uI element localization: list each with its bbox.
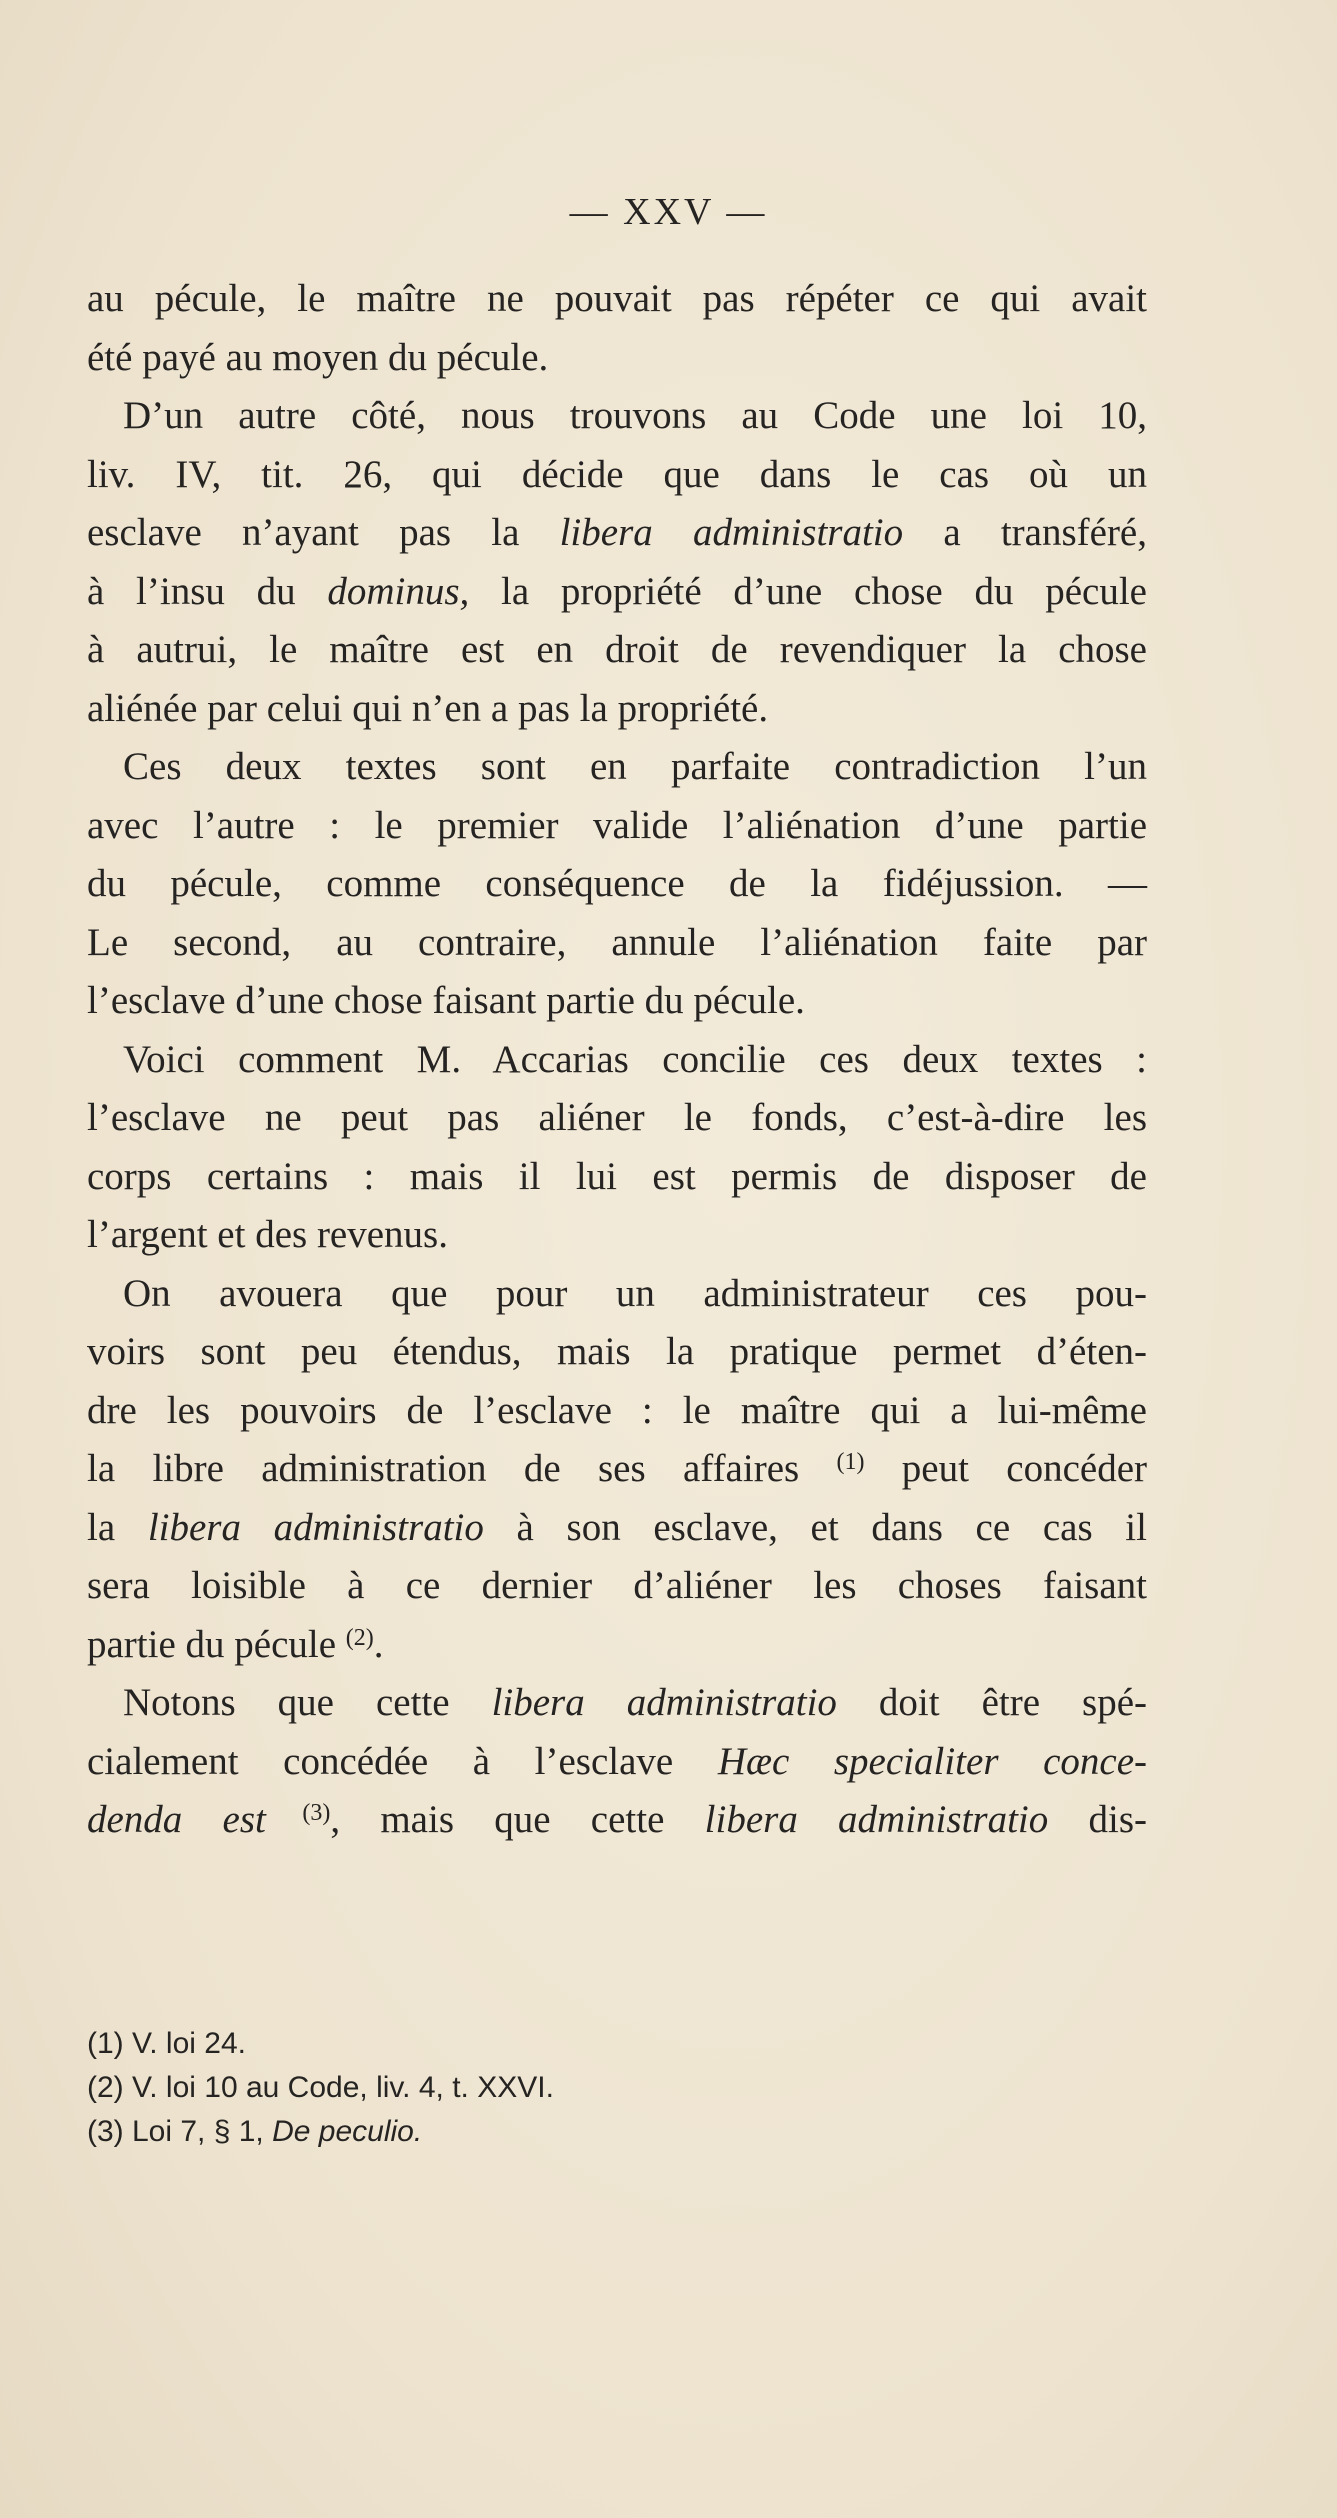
- footnote-3: [87, 2110, 987, 2154]
- footnote-text: (3) Loi 7, § 1,: [87, 2115, 273, 2148]
- text-run: partie du pécule: [87, 1622, 346, 1666]
- text-line: [87, 563, 1147, 622]
- latin-quote: Hæc specialiter conce-: [717, 1739, 1147, 1783]
- text-run: peut concéder: [864, 1447, 1147, 1490]
- text-line: l’esclave ne peut pas aliéner le fonds, c’est-à-dire les: [87, 1096, 1147, 1139]
- text-line: au pécule, le maître ne pouvait pas répéter ce qui avait: [87, 277, 1147, 320]
- text-line: [87, 1733, 1147, 1792]
- text-line: voirs sont peu étendus, mais la pratique permet d’éten-: [87, 1330, 1147, 1373]
- latin-term: libera administratio: [559, 511, 904, 554]
- text-line: Voici comment M. Accarias concilie ces deux textes :: [123, 1037, 1147, 1081]
- text-run: la propriété d’une chose du pécule: [469, 569, 1147, 613]
- text-run: à son esclave, et dans ce cas il: [483, 1505, 1147, 1549]
- page-number: — XXV —: [569, 191, 768, 233]
- main-text: [87, 270, 1147, 1850]
- text-line: Ces deux textes sont en parfaite contradiction l’un: [123, 745, 1147, 788]
- text-line: [87, 1791, 1147, 1850]
- text-line: [87, 1499, 1147, 1558]
- latin-term: libera administratio: [147, 1505, 484, 1549]
- footnote-1: (1) V. loi 24.: [87, 2027, 246, 2060]
- paragraph-3: [87, 738, 1147, 1031]
- latin-quote: denda est: [87, 1798, 266, 1841]
- text-line: [87, 504, 1147, 563]
- text-line: sera loisible à ce dernier d’aliéner les choses faisant: [87, 1564, 1147, 1607]
- text-line: corps certains : mais il lui est permis de disposer de: [87, 1154, 1147, 1198]
- text-run: .: [373, 1622, 384, 1666]
- text-run: doit être spé-: [836, 1681, 1148, 1724]
- footnote-ref: (2): [345, 1624, 374, 1651]
- footnote-ref: (3): [265, 1800, 331, 1826]
- text-run: , mais que cette: [330, 1798, 705, 1841]
- latin-term: libera administratio: [704, 1798, 1049, 1841]
- text-line: l’argent et des revenus.: [87, 1213, 448, 1256]
- paragraph-2: [87, 387, 1147, 738]
- text-line: [87, 1674, 1147, 1733]
- paragraph-1: [87, 270, 1147, 387]
- text-line: [87, 1616, 1147, 1675]
- footnote-ref: (1): [836, 1449, 865, 1475]
- paragraph-6: [87, 1674, 1147, 1850]
- text-run: dis-: [1048, 1798, 1148, 1841]
- text-run: Notons que cette: [123, 1681, 492, 1724]
- text-run: la libre administration de ses affaires: [87, 1447, 837, 1490]
- paragraph-5: [87, 1265, 1147, 1675]
- text-line: du pécule, comme conséquence de la fidéjussion. —: [87, 862, 1147, 905]
- text-line: Le second, au contraire, annule l’aliénation faite par: [87, 920, 1147, 964]
- text-line: avec l’autre : le premier valide l’aliénation d’une partie: [87, 803, 1147, 847]
- footnote-title: De peculio.: [272, 2115, 423, 2148]
- text-run: à l’insu du: [87, 569, 328, 613]
- text-line: dre les pouvoirs de l’esclave : le maître qui a lui-même: [87, 1388, 1147, 1432]
- footnotes: [87, 2022, 987, 2154]
- text-line: été payé au moyen du pécule.: [87, 335, 549, 379]
- latin-term: libera administratio: [491, 1681, 837, 1724]
- footnote-2: (2) V. loi 10 au Code, liv. 4, t. XXVI.: [87, 2071, 554, 2104]
- text-run: a transféré,: [903, 511, 1147, 554]
- text-run: la: [87, 1505, 148, 1549]
- text-line: On avouera que pour un administrateur ces pou-: [123, 1271, 1147, 1315]
- text-line: liv. IV, tit. 26, qui décide que dans le cas où un: [87, 452, 1147, 496]
- text-line: à autrui, le maître est en droit de revendiquer la chose: [87, 628, 1147, 671]
- latin-term: dominus,: [327, 569, 470, 613]
- text-line: [87, 1440, 1147, 1499]
- text-run: cialement concédée à l’esclave: [87, 1739, 718, 1783]
- text-run: esclave n’ayant pas la: [87, 511, 560, 554]
- paragraph-4: [87, 1031, 1147, 1265]
- text-line: l’esclave d’une chose faisant partie du pécule.: [87, 979, 805, 1022]
- text-line: aliénée par celui qui n’en a pas la propriété.: [87, 686, 769, 730]
- text-line: D’un autre côté, nous trouvons au Code une loi 10,: [123, 394, 1147, 437]
